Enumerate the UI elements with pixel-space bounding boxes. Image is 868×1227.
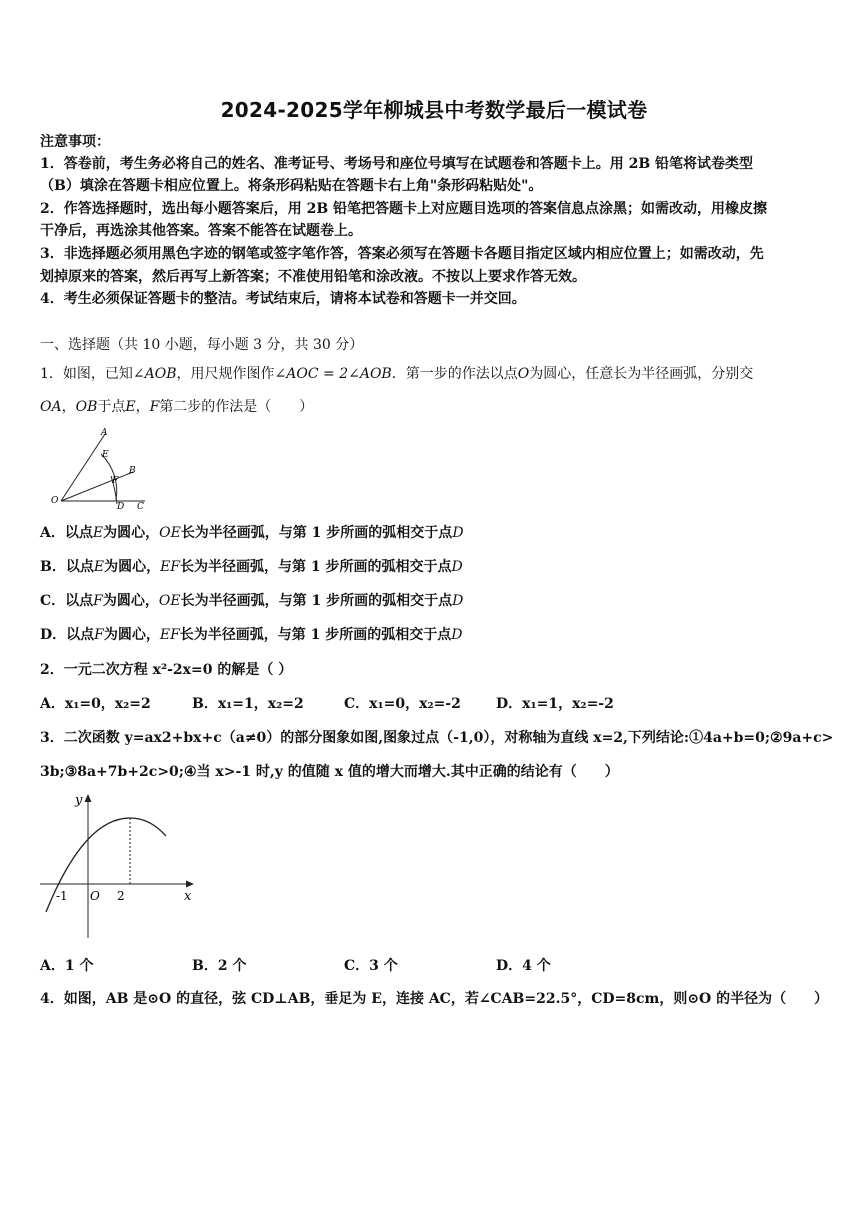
option-point: F [94,627,104,643]
q1-text: 于点 [97,399,126,415]
q1-text: ，用尺规作图作 [176,366,275,382]
option-segment: EF [160,559,181,575]
q1-text: 1．如图，已知 [40,366,133,382]
q1-segment: OA [40,399,62,415]
q1-stem-line1 [40,365,832,383]
label-d: D [117,502,125,512]
section-heading: 一、选择题（共 10 小题，每小题 3 分，共 30 分） [40,337,364,353]
x-axis-arrow-icon [186,881,194,888]
q1-segment: OB [75,399,98,415]
notice-line: 1．答卷前，考生务必将自己的姓名、准考证号、考场号和座位号填写在试题卷和答题卡上。用 2B 铅笔将试卷类型 [40,156,754,172]
ray-oa [61,434,105,501]
page-title: 2024-2025学年柳城县中考数学最后一模试卷 [220,98,648,122]
q1-option-d[interactable] [40,626,832,644]
label-c: C [137,502,144,512]
q3-stem-line2: 3b;③8a+7b+2c>0;④当 x>-1 时,y 的值随 x 值的增大而增大.其中正确的结论有（ ） [40,764,619,780]
q1-option-c[interactable] [40,592,832,610]
option-text: 长为半径画弧，与第 1 步所画的弧相交于点 [180,593,453,609]
option-text: 为圆心， [103,525,160,541]
q2-option-c[interactable]: C．x₁=0，x₂=-2 [344,696,461,712]
notice-heading: 注意事项： [40,134,110,150]
notice-line: 划掉原来的答案，然后再写上新答案；不准使用铅笔和涂改液。不按以上要求作答无效。 [40,269,586,285]
option-text: 为圆心， [103,627,160,643]
notice-line: 4．考生必须保证答题卡的整洁。考试结束后，请将本试卷和答题卡一并交回。 [40,291,526,307]
q1-text: ， [135,399,150,415]
option-text: C．以点 [40,593,94,609]
notice-line: 3．非选择题必须用黑色字迹的钢笔或签字笔作答，答案必须写在答题卡各题目指定区域内相应位置上；如需改动，先 [40,246,764,262]
q1-point: F [149,399,160,415]
option-point: D [452,593,464,609]
option-text: 为圆心， [104,559,161,575]
q1-option-b[interactable] [40,558,832,576]
option-point: E [93,559,105,575]
option-point: D [452,525,464,541]
q4-stem: 4．如图，AB 是⊙O 的直径，弦 CD⊥AB，垂足为 E，连接 AC，若∠CAB=22.5°，CD=8cm，则⊙O 的半径为（ ） [40,991,829,1007]
option-point: F [93,593,103,609]
option-point: D [451,627,463,643]
q1-option-a[interactable] [40,524,832,542]
option-text: B．以点 [40,559,94,575]
option-segment: OE [158,593,181,609]
y-axis-arrow-icon [85,794,92,802]
tick-2: 2 [117,889,125,903]
notice-line: 2．作答选择题时，选出每小题答案后，用 2B 铅笔把答题卡上对应题目选项的答案信息点涂黑；如需改动，用橡皮擦 [40,201,768,217]
option-point: E [92,525,104,541]
label-f: F [112,476,119,486]
label-a: A [101,428,108,438]
q3-graph [38,788,198,943]
option-text: D．以点 [40,627,95,643]
q3-option-b[interactable]: B．2 个 [192,958,247,974]
q3-option-c[interactable]: C．3 个 [344,958,398,974]
option-text: A．以点 [40,525,93,541]
notice-line: （B）填涂在答题卡相应位置上。将条形码粘贴在答题卡右上角"条形码粘贴处"。 [40,178,543,194]
origin-label: O [90,889,100,903]
y-label: y [75,793,83,808]
q1-point: O [517,366,530,382]
q1-text: ， [61,399,76,415]
q1-angle: ∠AOB [132,366,177,382]
q1-point: E [125,399,136,415]
q1-stem-line2 [40,398,832,416]
option-point: D [451,559,463,575]
tick-neg1: -1 [56,889,68,903]
option-text: 长为半径画弧，与第 1 步所画的弧相交于点 [180,559,452,575]
q3-stem-line1: 3．二次函数 y=ax2+bx+c（a≠0）的部分图象如图,图象过点（-1,0），对称轴为直线 x=2,下列结论:①4a+b=0;②9a+c> [40,730,834,746]
label-o: O [51,496,59,506]
option-text: 长为半径画弧，与第 1 步所画的弧相交于点 [180,525,453,541]
q2-stem: 2．一元二次方程 x²-2x=0 的解是（ ） [40,662,293,678]
label-e: E [102,450,109,460]
q3-option-a[interactable]: A．1 个 [40,958,94,974]
option-text: 为圆心， [102,593,159,609]
x-label: x [184,889,192,904]
ray-ob [61,472,133,501]
q2-option-a[interactable]: A．x₁=0，x₂=2 [40,696,151,712]
q1-text: ．第一步的作法以点 [391,366,518,382]
option-text: 长为半径画弧，与第 1 步所画的弧相交于点 [179,627,452,643]
q1-text: 为圆心，任意长为半径画弧，分别交 [529,366,754,382]
q1-figure [45,424,155,516]
q2-option-d[interactable]: D．x₁=1，x₂=-2 [496,696,614,712]
q1-text: 第二步的作法是（ ） [159,399,314,415]
q3-option-d[interactable]: D．4 个 [496,958,551,974]
q2-option-b[interactable]: B．x₁=1，x₂=2 [192,696,304,712]
option-segment: EF [159,627,180,643]
option-segment: OE [159,525,181,541]
q1-angle-expr: ∠AOC = 2∠AOB [274,366,392,382]
label-b: B [129,466,136,476]
notice-line: 干净后，再选涂其他答案。答案不能答在试题卷上。 [40,223,362,239]
